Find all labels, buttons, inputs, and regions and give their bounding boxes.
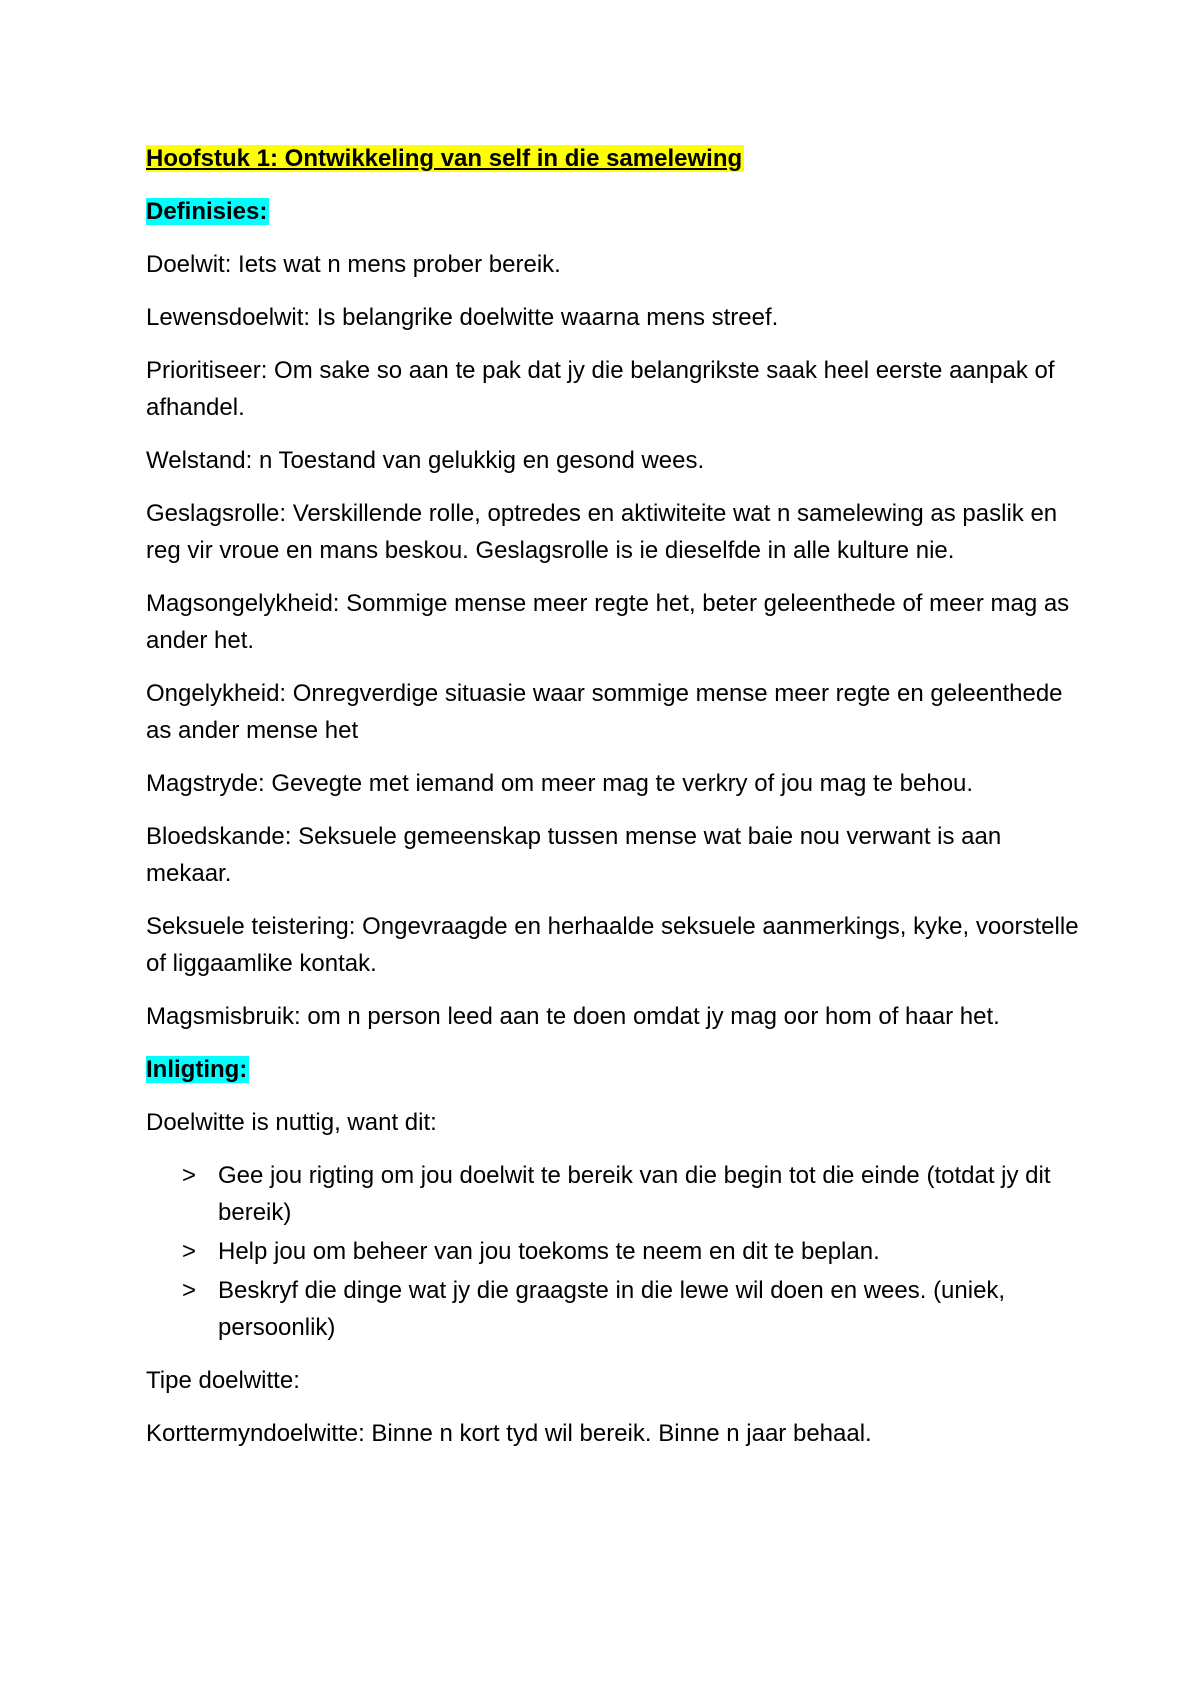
document-title-row (146, 140, 1086, 177)
info-intro: Doelwitte is nuttig, want dit: (146, 1109, 437, 1136)
list-item (146, 1272, 1086, 1346)
document-page (146, 140, 1086, 1468)
definition-lewensdoelwit: Lewensdoelwit: Is belangrike doelwitte waarna mens streef. (146, 304, 779, 331)
info-heading: Inligting: (146, 1056, 248, 1083)
arrow-bullet-icon: > (182, 1277, 197, 1304)
definitions-heading-row (146, 193, 1086, 230)
info-heading-row (146, 1051, 1086, 1088)
list-item-text: Beskryf die dinge wat jy die graagste in die lewe wil doen en wees. (uniek, persoonlik) (218, 1277, 1006, 1341)
list-item (146, 1157, 1086, 1231)
definition-magsongelykheid: Magsongelykheid: Sommige mense meer regte het, beter geleenthede of meer mag as ander het. (146, 590, 1070, 654)
definition-doelwit: Doelwit: Iets wat n mens prober bereik. (146, 251, 561, 278)
definition-bloedskande: Bloedskande: Seksuele gemeenskap tussen mense wat baie nou verwant is aan mekaar. (146, 823, 1002, 887)
list-item-text: Gee jou rigting om jou doelwit te bereik van die begin tot die einde (totdat jy dit bereik) (218, 1162, 1051, 1226)
arrow-bullet-icon: > (182, 1238, 197, 1265)
definition-magsmisbruik: Magsmisbruik: om n person leed aan te doen omdat jy mag oor hom of haar het. (146, 1003, 1000, 1030)
short-term-goals: Korttermyndoelwitte: Binne n kort tyd wil bereik. Binne n jaar behaal. (146, 1420, 872, 1447)
definition-welstand: Welstand: n Toestand van gelukkig en gesond wees. (146, 447, 705, 474)
definitions-heading: Definisies: (146, 198, 268, 225)
goal-types-label: Tipe doelwitte: (146, 1367, 300, 1394)
list-item (146, 1233, 1086, 1270)
definition-prioritiseer: Prioritiseer: Om sake so aan te pak dat jy die belangrikste saak heel eerste aanpak of afhandel. (146, 357, 1055, 421)
definition-geslagsrolle: Geslagsrolle: Verskillende rolle, optredes en aktiwiteite wat n samelewing as paslik en reg vir vroue en mans beskou. Geslagsrolle is ie dieselfde in alle kulture nie. (146, 500, 1058, 564)
definition-magstryde: Magstryde: Gevegte met iemand om meer mag te verkry of jou mag te behou. (146, 770, 974, 797)
arrow-bullet-icon: > (182, 1162, 197, 1189)
list-item-text: Help jou om beheer van jou toekoms te neem en dit te beplan. (218, 1238, 880, 1265)
goals-benefit-list (146, 1157, 1086, 1346)
document-title: Hoofstuk 1: Ontwikkeling van self in die samelewing (146, 145, 743, 172)
definition-ongelykheid: Ongelykheid: Onregverdige situasie waar sommige mense meer regte en geleenthede as ander mense het (146, 680, 1063, 744)
definition-seksuele-teistering: Seksuele teistering: Ongevraagde en herhaalde seksuele aanmerkings, kyke, voorstelle of liggaamlike kontak. (146, 913, 1079, 977)
